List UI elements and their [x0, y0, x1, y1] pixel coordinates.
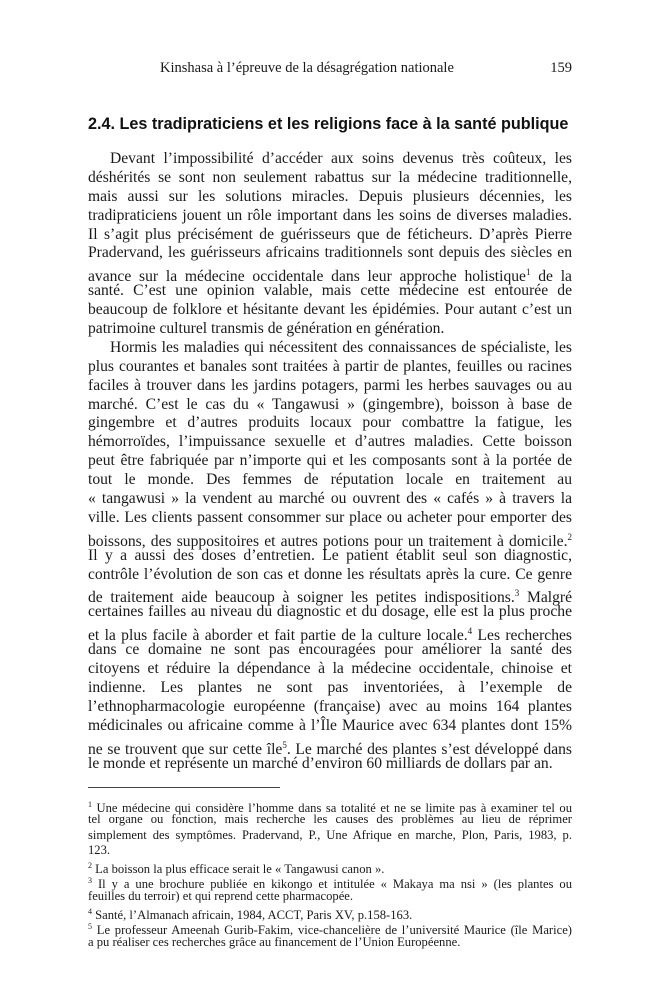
- line-text: plus courantes et banales sont traitées à partir de plantes, feuilles ou racines: [88, 357, 572, 375]
- footnote-number: 2: [88, 861, 92, 871]
- line-text: Devant l’impossibilité d’accéder aux soins devenus très coûteux, les: [110, 150, 572, 167]
- line-text: mais aussi sur les solutions miracles. Depuis plusieurs décennies, les: [88, 187, 572, 205]
- line-text: déshérités se sont non seulement rabattus sur la médecine traditionnelle,: [88, 168, 572, 186]
- body-line: [88, 396, 572, 415]
- line-text: Santé, l’Almanach africain, 1984, ACCT, Paris XV, p.158-163.: [92, 908, 413, 923]
- line-text: hémorroïdes, l’impuissance sexuelle et d’autres maladies. Cette boisson: [88, 433, 572, 451]
- body-line: [88, 452, 572, 471]
- line-text: certaines failles au niveau du diagnostic et du dosage, elle est la plus proche: [88, 603, 572, 621]
- line-text: médicinales ou africaine comme à l’Île Maurice avec 634 plantes dont 15%: [88, 716, 572, 734]
- body-line: [88, 244, 572, 263]
- footnote-number: 1: [88, 800, 92, 809]
- line-text: Le professeur Ameenah Gurib-Fakim, vice-chancelière de l’université Maurice (île Marice): [92, 923, 572, 938]
- body-line: [88, 584, 572, 607]
- line-text: Il s’agit plus précisément de guérisseurs que de féticheurs. D’après Pierre: [88, 225, 572, 243]
- footnote-number: 3: [88, 876, 92, 886]
- body-line: [88, 320, 572, 339]
- line-text: Pradervand, les guérisseurs africains traditionnels sont depuis des siècles en: [88, 244, 572, 262]
- line-text: l’ethnopharmacologie européenne (française) avec au moins 164 plantes: [88, 697, 572, 715]
- line-text: ne se trouvent que sur cette île: [88, 740, 283, 758]
- body-line: [88, 509, 572, 528]
- body-line: [88, 490, 572, 509]
- body-line: [88, 698, 572, 717]
- body-line: [88, 717, 572, 736]
- footnote-line: [88, 904, 572, 923]
- body-line: [88, 263, 572, 286]
- line-text: peut être fabriquée par n’importe qui et les composants sont à la portée de: [88, 452, 572, 470]
- line-text: citoyens et réduire la dépendance à la médecine occidentale, chinoise et: [88, 660, 572, 678]
- body-line: [88, 301, 572, 320]
- body-line: [88, 528, 572, 550]
- line-text: faciles à trouver dans les jardins potagers, parmi les herbes sauvages ou au: [88, 376, 572, 394]
- line-text: La boisson la plus efficace serait le « Tangawusi canon ».: [92, 862, 385, 877]
- line-text: indienne. Les plantes ne sont pas inventoriées, à l’exemple de: [88, 678, 572, 696]
- line-text: patrimoine culturel transmis de génération en génération.: [88, 320, 445, 338]
- running-header-title: Kinshasa à l’épreuve de la désagrégation nationale: [160, 60, 454, 76]
- line-text: de la: [530, 268, 572, 286]
- body-line: [88, 679, 572, 698]
- body-line: [88, 641, 572, 660]
- line-text: gingembre et d’autres produits locaux pour combattre la fatigue, les: [88, 414, 572, 432]
- body-line: [88, 603, 572, 622]
- footnote-reference: 4: [467, 626, 473, 637]
- footnote-reference: 2: [567, 531, 572, 542]
- footnote-separator: [88, 787, 280, 788]
- footnote-reference: 3: [514, 588, 520, 599]
- body-text: [88, 150, 572, 773]
- body-line: [88, 755, 572, 774]
- line-text: 123.: [88, 842, 111, 857]
- body-line: [88, 547, 572, 566]
- body-line: [88, 622, 573, 645]
- footnote-line: [88, 812, 572, 827]
- line-text: Hormis les maladies qui nécessitent des connaissances de spécialiste, les: [110, 338, 572, 356]
- footnote-number: 4: [88, 907, 92, 917]
- body-line: [88, 169, 572, 188]
- section-heading: 2.4. Les tradipraticiens et les religions face à la santé publique: [88, 115, 569, 133]
- line-text: Les recherches: [472, 627, 573, 645]
- body-line: [88, 471, 572, 490]
- footnote-line: [88, 858, 572, 877]
- body-line: [88, 188, 572, 207]
- line-text: contrôle l’évolution de son cas et donne les résultats après la cure. Ce genre: [88, 565, 572, 583]
- line-text: avance sur la médecine occidentale dans leur approche holistique: [88, 268, 526, 286]
- line-text: . Le marché des plantes s’est développé dans: [286, 740, 572, 758]
- line-text: tel organe ou fonction, mais recherche les causes des problèmes au lieu de réprimer: [88, 812, 572, 827]
- line-text: Il y a aussi des doses d’entretien. Le patient établit seul son diagnostic,: [88, 546, 572, 564]
- line-text: « tangawusi » la vendent au marché ou ouvrent des « cafés » à travers la: [88, 490, 572, 508]
- line-text: boissons, des suppositoires et autres potions pour un traitement à domicile.: [88, 532, 568, 550]
- line-text: le monde et représente un marché d’environ 60 milliards de dollars par an.: [88, 754, 553, 772]
- page-number: 159: [550, 60, 572, 76]
- line-text: dans ce domaine ne sont pas encouragées pour améliorer la santé des: [88, 641, 572, 659]
- line-text: a pu réaliser ces recherches grâce au financement de l’Union Européenne.: [88, 934, 461, 949]
- footnotes: [88, 797, 572, 950]
- line-text: ville. Les clients passent consommer sur place ou acheter pour emporter des: [88, 508, 572, 526]
- body-line: [88, 433, 572, 452]
- footnote-reference: 1: [525, 267, 531, 278]
- footnote-line: [88, 843, 572, 858]
- body-line: [88, 377, 572, 396]
- footnote-line: [88, 797, 572, 815]
- line-text: Une médecine qui considère l’homme dans sa totalité et ne se limite pas à examiner tel ou: [92, 801, 572, 815]
- body-line: [88, 660, 572, 679]
- footnote-line: [88, 919, 572, 938]
- line-text: santé. C’est une opinion valable, mais cette médecine est entourée de: [88, 282, 572, 300]
- line-text: tradipraticiens jouent un rôle important dans les soins de diverses maladies.: [88, 206, 572, 224]
- line-text: simplement des symptômes. Pradervand, P., Une Afrique en marche, Plon, Paris, 1983, p.: [88, 827, 572, 842]
- footnote-line: [88, 873, 572, 892]
- body-line: [88, 150, 572, 169]
- body-line: [88, 282, 572, 301]
- body-line: [88, 736, 572, 758]
- body-line: [88, 207, 572, 226]
- footnote-line: [88, 828, 572, 843]
- footnote-number: 5: [88, 922, 92, 932]
- line-text: de traitement aide beaucoup à soigner les petites indispositions.: [88, 589, 515, 607]
- line-text: et la plus facile à aborder et fait partie de la culture locale.: [88, 627, 468, 645]
- line-text: tout le monde. Des femmes de réputation locale en traitement au: [88, 471, 572, 489]
- line-text: Il y a une brochure publiée en kikongo et intitulée « Makaya ma nsi » (les plantes ou: [92, 877, 572, 892]
- footnote-reference: 5: [282, 739, 287, 750]
- line-text: feuilles du terroir) et qui reprend cette pharmacopée.: [88, 888, 354, 903]
- body-line: [88, 358, 572, 377]
- line-text: beaucoup de folklore et hésitante devant les épidémies. Pour autant c’est un: [88, 301, 572, 319]
- line-text: marché. C’est le cas du « Tangawusi » (gingembre), boisson à base de: [88, 395, 572, 413]
- body-line: [88, 566, 572, 585]
- line-text: Malgré: [519, 589, 572, 607]
- body-line: [88, 226, 572, 245]
- body-line: [88, 414, 572, 433]
- body-line: [88, 339, 572, 358]
